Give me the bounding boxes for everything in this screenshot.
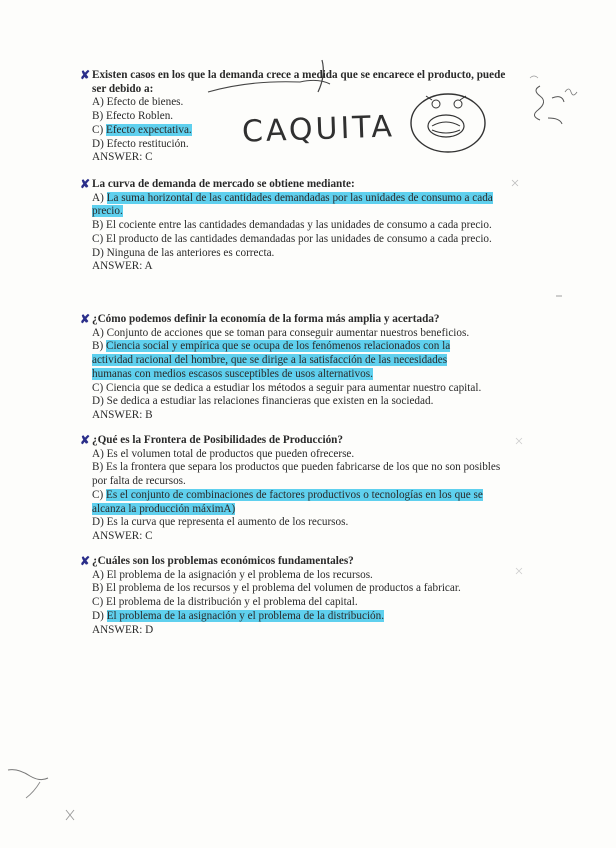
- option-d: D) Efecto restitución.: [92, 137, 189, 150]
- option-b: B) El cociente entre las cantidades demandadas y las unidades de consumo a cada precio.: [92, 219, 492, 232]
- option-d: D) Ninguna de las anteriores es correcta.: [92, 246, 275, 259]
- answer-line: ANSWER: B: [92, 408, 153, 421]
- option-c: C) El problema de la distribución y el problema del capital.: [92, 596, 358, 609]
- face-doodle-icon: [411, 94, 485, 152]
- highlighted-answer: Ciencia social y empírica que se ocupa de los fenómenos relacionados con la actividad racional del hombre, que se dirige a la satisfacción de las necesidades humanas con medios escasos susceptibles de usos alternativos.: [92, 340, 451, 380]
- option-b: B) Ciencia social y empírica que se ocupa de los fenómenos relacionados con la actividad racional del hombre, que se dirige a la satisfacción de las necesidades humanas con medios escasos susceptibles de usos alternativos.: [92, 340, 451, 380]
- answer-line: ANSWER: D: [92, 623, 154, 636]
- question-text: ¿Cuáles son los problemas económicos fundamentales?: [92, 555, 354, 567]
- pen-stroke-icon: [208, 80, 330, 92]
- pen-stroke-icon: [318, 60, 323, 92]
- answer-line: ANSWER: C: [92, 529, 153, 542]
- cross-mark-icon: ✘: [80, 554, 91, 568]
- cross-mark-icon: ✘: [80, 177, 91, 191]
- question-text: ¿Cómo podemos definir la economía de la forma más amplia y acertada?: [92, 313, 440, 325]
- scribble-doodle-icon: [8, 770, 48, 780]
- highlighted-answer: Efecto expectativa.: [105, 123, 192, 136]
- option-c: C) Ciencia que se dedica a estudiar los métodos a seguir para aumentar nuestro capital.: [92, 381, 482, 394]
- cross-mark-icon: ✘: [80, 312, 91, 326]
- highlighted-answer: Es el conjunto de combinaciones de factores productivos o tecnologías en los que se alcanza la producción máximA): [92, 488, 483, 515]
- option-d: D) Se dedica a estudiar las relaciones financieras que existen en la sociedad.: [92, 395, 434, 408]
- squiggle-doodle-icon: [534, 86, 564, 124]
- question-text: Existen casos en los que la demanda crece a medida que se encarece el producto, puede ser debido a:: [92, 69, 506, 95]
- question-text: La curva de demanda de mercado se obtiene mediante:: [92, 178, 355, 190]
- cross-mark-icon: ✘: [80, 433, 91, 447]
- option-b: B) Efecto Roblen.: [92, 110, 174, 123]
- option-c: C) Es el conjunto de combinaciones de factores productivos o tecnologías en los que se alcanza la producción máximA): [92, 488, 483, 515]
- highlighted-answer: La suma horizontal de las cantidades demandadas por las unidades de consumo a cada precio.: [92, 191, 493, 218]
- option-b: B) El problema de los recursos y el problema del volumen de productos a fabricar.: [92, 582, 461, 595]
- answer-line: ANSWER: C: [92, 151, 153, 164]
- option-c: C) El producto de las cantidades demandadas por las unidades de consumo a cada precio.: [92, 232, 492, 245]
- margin-mark-icon: [512, 180, 518, 186]
- cross-mark-icon: ✘: [80, 68, 91, 82]
- option-a: A) El problema de la asignación y el problema de los recursos.: [92, 568, 373, 581]
- option-d: D) El problema de la asignación y el problema de la distribución.: [92, 609, 385, 622]
- option-b: B) Es la frontera que separa los productos que pueden fabricarse de los que no son posibles por falta de recursos.: [92, 461, 501, 488]
- handwritten-caquita: CAQUITA: [241, 109, 396, 150]
- option-a: A) Conjunto de acciones que se toman para conseguir aumentar nuestros beneficios.: [92, 326, 470, 339]
- option-d: D) Es la curva que representa el aumento de los recursos.: [92, 516, 349, 529]
- answer-line: ANSWER: A: [92, 260, 153, 273]
- option-a: A) Es el volumen total de productos que pueden ofrecerse.: [92, 447, 355, 460]
- highlighted-answer: El problema de la asignación y el problema de la distribución.: [106, 609, 385, 622]
- option-c: C) Efecto expectativa.: [92, 123, 192, 136]
- option-a: A) La suma horizontal de las cantidades demandadas por las unidades de consumo a cada precio.: [92, 191, 493, 218]
- option-a: A) Efecto de bienes.: [92, 96, 184, 109]
- question-text: ¿Qué es la Frontera de Posibilidades de Producción?: [92, 434, 343, 446]
